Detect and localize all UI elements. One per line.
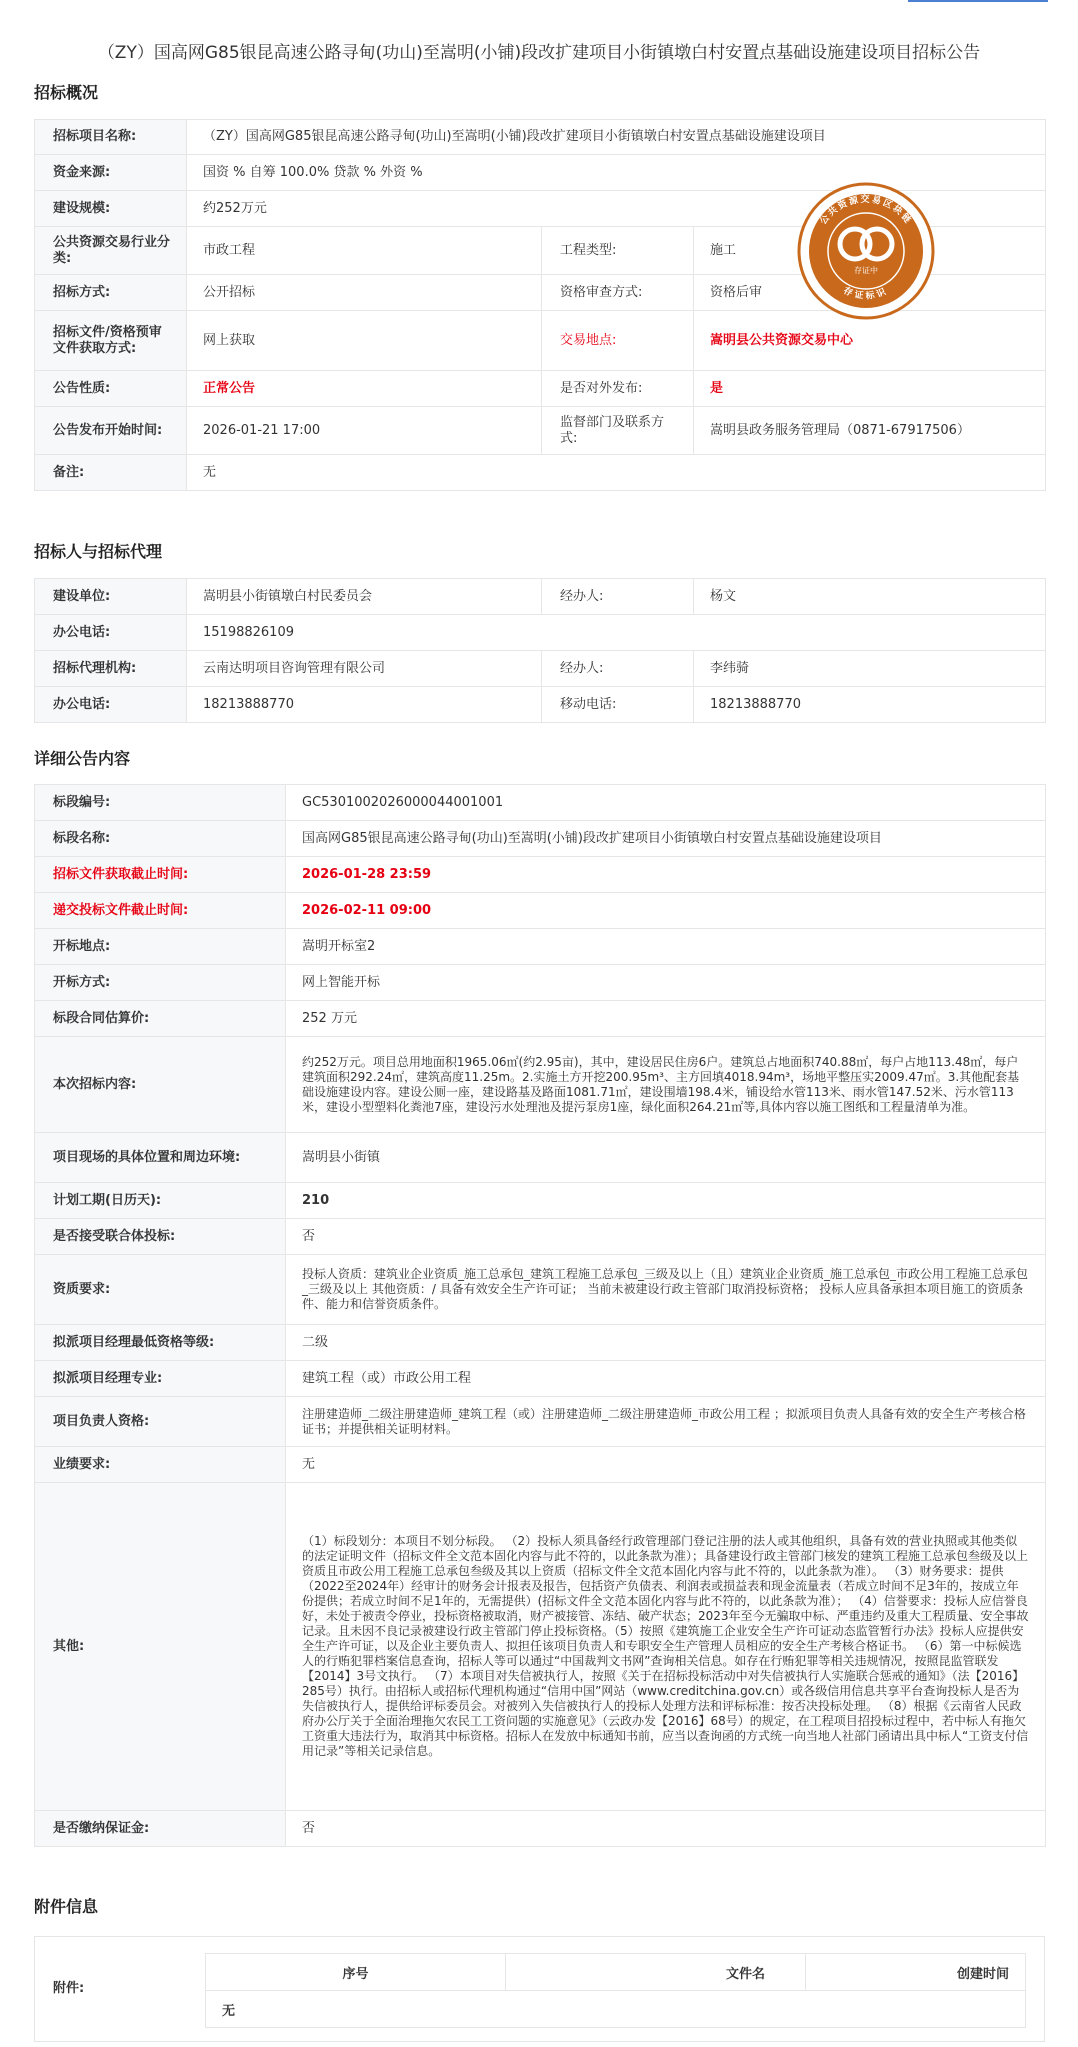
- dept-value: 嵩明县政务服务管理局（0871-67917506）: [694, 407, 1046, 455]
- table-row: [35, 579, 1046, 615]
- table-row: [35, 1483, 1046, 1811]
- other-label: 其他:: [35, 1483, 286, 1811]
- location-label: 项目现场的具体位置和周边环境:: [35, 1133, 286, 1183]
- table-row: [35, 857, 1046, 893]
- deposit-value: 否: [286, 1811, 1046, 1847]
- dept-label: 监督部门及联系方式:: [542, 407, 694, 455]
- attachments-empty: 无: [206, 1991, 1026, 2028]
- section-title-detail: 详细公告内容: [34, 749, 131, 768]
- blockchain-seal-icon: [795, 180, 937, 322]
- external-label: 是否对外发布:: [542, 371, 694, 407]
- open-method-label: 开标方式:: [35, 965, 286, 1001]
- owner-phone-label: 办公电话:: [35, 615, 187, 651]
- pm-level-value: 二级: [286, 1325, 1046, 1361]
- other-value: （1）标段划分：本项目不划分标段。 （2）投标人须具备经行政管理部门登记注册的法人或其他组织，具备有效的营业执照或其他类似的法定证明文件（招标文件全文范本固化内容与此不符的，以此条款为准）；具备建设行政主管部门核发的建筑工程施工总承包叁级及以上资质且市政公用工程施工总承包叁级及其以上资质（招标文件全文范本固化内容与此不符的，以此条款为准）。 （3）财务要求：提供（2022至2024年）经审计的财务会计报表及报告，包括资产负债表、利润表或损益表和现金流量表（若成立时间不足3年的，按成立年份提供；若成立时间不足1年的，无需提供）(招标文件全文范本固化内容与此不符的，以此条款为准）； （4）信誉要求：投标人应信誉良好，未处于被责令停业，投标资格被取消，财产被接管、冻结、破产状态；2023年至今无骗取中标、严重违约及重大工程质量、安全事故记录。且未因不良记录被建设行政主管部门停止投标资格。（5）按照《建筑施工企业安全生产许可证动态监管暂行办法》投标人应提供安全生产许可证，以及企业主要负责人、拟担任该项目负责人和专职安全生产管理人员相应的安全生产考核合格证书。 （6）第一中标候选人的行贿犯罪档案信息查询，招标人等可以通过“中国裁判文书网”查询相关信息。如存在行贿犯罪等相关违规情况，按照昆监管联发【2014】3号文执行。 （7）本项目对失信被执行人，按照《关于在招标投标活动中对失信被执行人实施联合惩戒的通知》（法【2016】285号）执行。由招标人或招标代理机构通过“信用中国”网站（www.creditchina.gov.cn）或各级信用信息共享平台查询投标人是否为失信被执行人，提供给评标委员会。对被列入失信被执行人的投标人处理方法和评标标准：按否决投标处理。 （8）根据《云南省人民政府办公厅关于全面治理拖欠农民工工资问题的实施意见》（云政办发【2016】68号）的规定，在工程项目招投标过程中，若中标人有拖欠工资重大违法行为，取消其中标资格。招标人在发放中标通知书前，应当以查询函的方式统一向当地人社部门函请出具中标人“工资支付信用记录”等相关记录信息。: [286, 1483, 1046, 1811]
- table-row: [35, 407, 1046, 455]
- content-value: 约252万元。项目总用地面积1965.06㎡(约2.95亩)，其中，建设居民住房6户。建筑总占地面积740.88㎡，每户占地113.48㎡，每户建筑面积292.24㎡，建筑高度11.25m。2.实施土方开挖200.95m³、主方回填4018.94m³，场地平整压实2009.47㎡。3.其他配套基础设施建设内容。建设公厕一座，建设路基及路面1081.71㎡，建设围墙198.4米，铺设给水管113米、雨水管147.52米、污水管113米，建设小型塑料化粪池7座，建设污水处理池及提污泵房1座，绿化面积264.21㎡等,具体内容以施工图纸和工程量清单为准。: [286, 1037, 1046, 1133]
- section-title-parties: 招标人与招标代理: [34, 542, 163, 561]
- agent-contact-label: 经办人:: [542, 651, 694, 687]
- price-value: 252 万元: [286, 1001, 1046, 1037]
- publish-value: 2026-01-21 17:00: [187, 407, 542, 455]
- external-value: 是: [694, 371, 1046, 407]
- code-value: GC5301002026000044001001: [286, 785, 1046, 821]
- perf-value: 无: [286, 1447, 1046, 1483]
- table-row: [35, 1037, 1046, 1133]
- open-place-value: 嵩明开标室2: [286, 929, 1046, 965]
- detail-table: [34, 784, 1046, 1847]
- eng-type-label: 工程类型:: [542, 227, 694, 275]
- table-row: [35, 1183, 1046, 1219]
- col-index-header: 序号: [206, 1954, 506, 1991]
- price-label: 标段合同估算价:: [35, 1001, 286, 1037]
- table-row: [35, 615, 1046, 651]
- bid-deadline-value: 2026-02-11 09:00: [286, 893, 1046, 929]
- project-name-label: 招标项目名称:: [35, 120, 187, 155]
- col-name-header: 文件名: [506, 1954, 806, 1991]
- project-name-value: （ZY）国高网G85银昆高速公路寻甸(功山)至嵩明(小铺)段改扩建项目小街镇墩白村安置点基础设施建设项目: [187, 120, 1046, 155]
- table-row: [35, 1255, 1046, 1325]
- table-row: [35, 965, 1046, 1001]
- open-method-value: 网上智能开标: [286, 965, 1046, 1001]
- top-accent-bar: [908, 0, 1048, 2]
- place-label: 交易地点:: [542, 311, 694, 371]
- table-row: [35, 455, 1046, 491]
- scale-label: 建设规模:: [35, 191, 187, 227]
- leader-value: 注册建造师_二级注册建造师_建筑工程（或）注册建造师_二级注册建造师_市政公用工程 ；拟派项目负责人具备有效的安全生产考核合格证书；并提供相关证明材料。: [286, 1397, 1046, 1447]
- remark-value: 无: [187, 455, 1046, 491]
- remark-label: 备注:: [35, 455, 187, 491]
- attachments-table: [205, 1953, 1026, 2028]
- table-row: [35, 1219, 1046, 1255]
- table-row: [35, 893, 1046, 929]
- open-place-label: 开标地点:: [35, 929, 286, 965]
- eng-type-value: 施工: [694, 227, 1046, 275]
- owner-label: 建设单位:: [35, 579, 187, 615]
- leader-label: 项目负责人资格:: [35, 1397, 286, 1447]
- table-row: [35, 1811, 1046, 1847]
- union-label: 是否接受联合体投标:: [35, 1219, 286, 1255]
- method-label: 招标方式:: [35, 275, 187, 311]
- scale-value: 约252万元: [187, 191, 1046, 227]
- code-label: 标段编号:: [35, 785, 286, 821]
- attachments-header-row: [206, 1954, 1026, 1991]
- table-row: [35, 120, 1046, 155]
- agent-value: 云南达明项目咨询管理有限公司: [187, 651, 542, 687]
- table-row: [35, 785, 1046, 821]
- pm-major-value: 建筑工程（或）市政公用工程: [286, 1361, 1046, 1397]
- table-row: [35, 1447, 1046, 1483]
- mobile-label: 移动电话:: [542, 687, 694, 723]
- nature-label: 公告性质:: [35, 371, 187, 407]
- deposit-label: 是否缴纳保证金:: [35, 1811, 286, 1847]
- owner-phone-value: 15198826109: [187, 615, 1046, 651]
- place-value: 嵩明县公共资源交易中心: [694, 311, 1046, 371]
- table-row: [35, 929, 1046, 965]
- bid-deadline-label: 递交投标文件截止时间:: [35, 893, 286, 929]
- agent-contact-value: 李纬骑: [694, 651, 1046, 687]
- pm-major-label: 拟派项目经理专业:: [35, 1361, 286, 1397]
- review-value: 资格后审: [694, 275, 1046, 311]
- section-title-attachments: 附件信息: [34, 1897, 99, 1916]
- union-value: 否: [286, 1219, 1046, 1255]
- seal-bottom-text: 存证标识: [841, 286, 891, 302]
- perf-label: 业绩要求:: [35, 1447, 286, 1483]
- doc-deadline-value: 2026-01-28 23:59: [286, 857, 1046, 893]
- attachments-panel: [34, 1936, 1045, 2042]
- col-time-header: 创建时间: [806, 1954, 1026, 1991]
- fund-label: 资金来源:: [35, 155, 187, 191]
- agent-phone-value: 18213888770: [187, 687, 542, 723]
- doc-method-value: 网上获取: [187, 311, 542, 371]
- publish-label: 公告发布开始时间:: [35, 407, 187, 455]
- table-row: [35, 821, 1046, 857]
- location-value: 嵩明县小街镇: [286, 1133, 1046, 1183]
- agent-label: 招标代理机构:: [35, 651, 187, 687]
- table-row: [35, 1133, 1046, 1183]
- section-title-overview: 招标概况: [34, 83, 99, 102]
- mobile-value: 18213888770: [694, 687, 1046, 723]
- fund-value: 国资 % 自筹 100.0% 贷款 % 外资 %: [187, 155, 1046, 191]
- table-row: [35, 371, 1046, 407]
- nature-value: 正常公告: [187, 371, 542, 407]
- qual-label: 资质要求:: [35, 1255, 286, 1325]
- table-row: [35, 1001, 1046, 1037]
- table-row: [35, 1361, 1046, 1397]
- attachments-label: 附件:: [53, 1981, 85, 1996]
- seal-center-text: 存证中: [854, 266, 878, 275]
- agent-phone-label: 办公电话:: [35, 687, 187, 723]
- seal-top-text: 公共资源交易区块链: [818, 195, 914, 227]
- method-value: 公开招标: [187, 275, 542, 311]
- industry-value: 市政工程: [187, 227, 542, 275]
- table-row: [35, 1397, 1046, 1447]
- page-title: （ZY）国高网G85银昆高速公路寻甸(功山)至嵩明(小铺)段改扩建项目小街镇墩白村安置点基础设施建设项目招标公告: [97, 43, 981, 63]
- review-label: 资格审查方式:: [542, 275, 694, 311]
- period-value: 210: [286, 1183, 1046, 1219]
- owner-contact-value: 杨文: [694, 579, 1046, 615]
- name-label: 标段名称:: [35, 821, 286, 857]
- doc-deadline-label: 招标文件获取截止时间:: [35, 857, 286, 893]
- content-label: 本次招标内容:: [35, 1037, 286, 1133]
- doc-method-label: 招标文件/资格预审文件获取方式:: [35, 311, 187, 371]
- pm-level-label: 拟派项目经理最低资格等级:: [35, 1325, 286, 1361]
- period-label: 计划工期(日历天):: [35, 1183, 286, 1219]
- table-row: [35, 687, 1046, 723]
- attachments-empty-row: [206, 1991, 1026, 2028]
- name-value: 国高网G85银昆高速公路寻甸(功山)至嵩明(小铺)段改扩建项目小街镇墩白村安置点基础设施建设项目: [286, 821, 1046, 857]
- parties-table: [34, 578, 1046, 723]
- owner-contact-label: 经办人:: [542, 579, 694, 615]
- table-row: [35, 651, 1046, 687]
- owner-value: 嵩明县小街镇墩白村民委员会: [187, 579, 542, 615]
- qual-value: 投标人资质：建筑业企业资质_施工总承包_建筑工程施工总承包_三级及以上（且）建筑业企业资质_施工总承包_市政公用工程施工总承包_三级及以上 其他资质：/ 具备有效安全生产许可证； 当前未被建设行政主管部门取消投标资格； 投标人应具备承担本项目施工的资质条件、能力和信誉资质条件。: [286, 1255, 1046, 1325]
- industry-label: 公共资源交易行业分类:: [35, 227, 187, 275]
- table-row: [35, 1325, 1046, 1361]
